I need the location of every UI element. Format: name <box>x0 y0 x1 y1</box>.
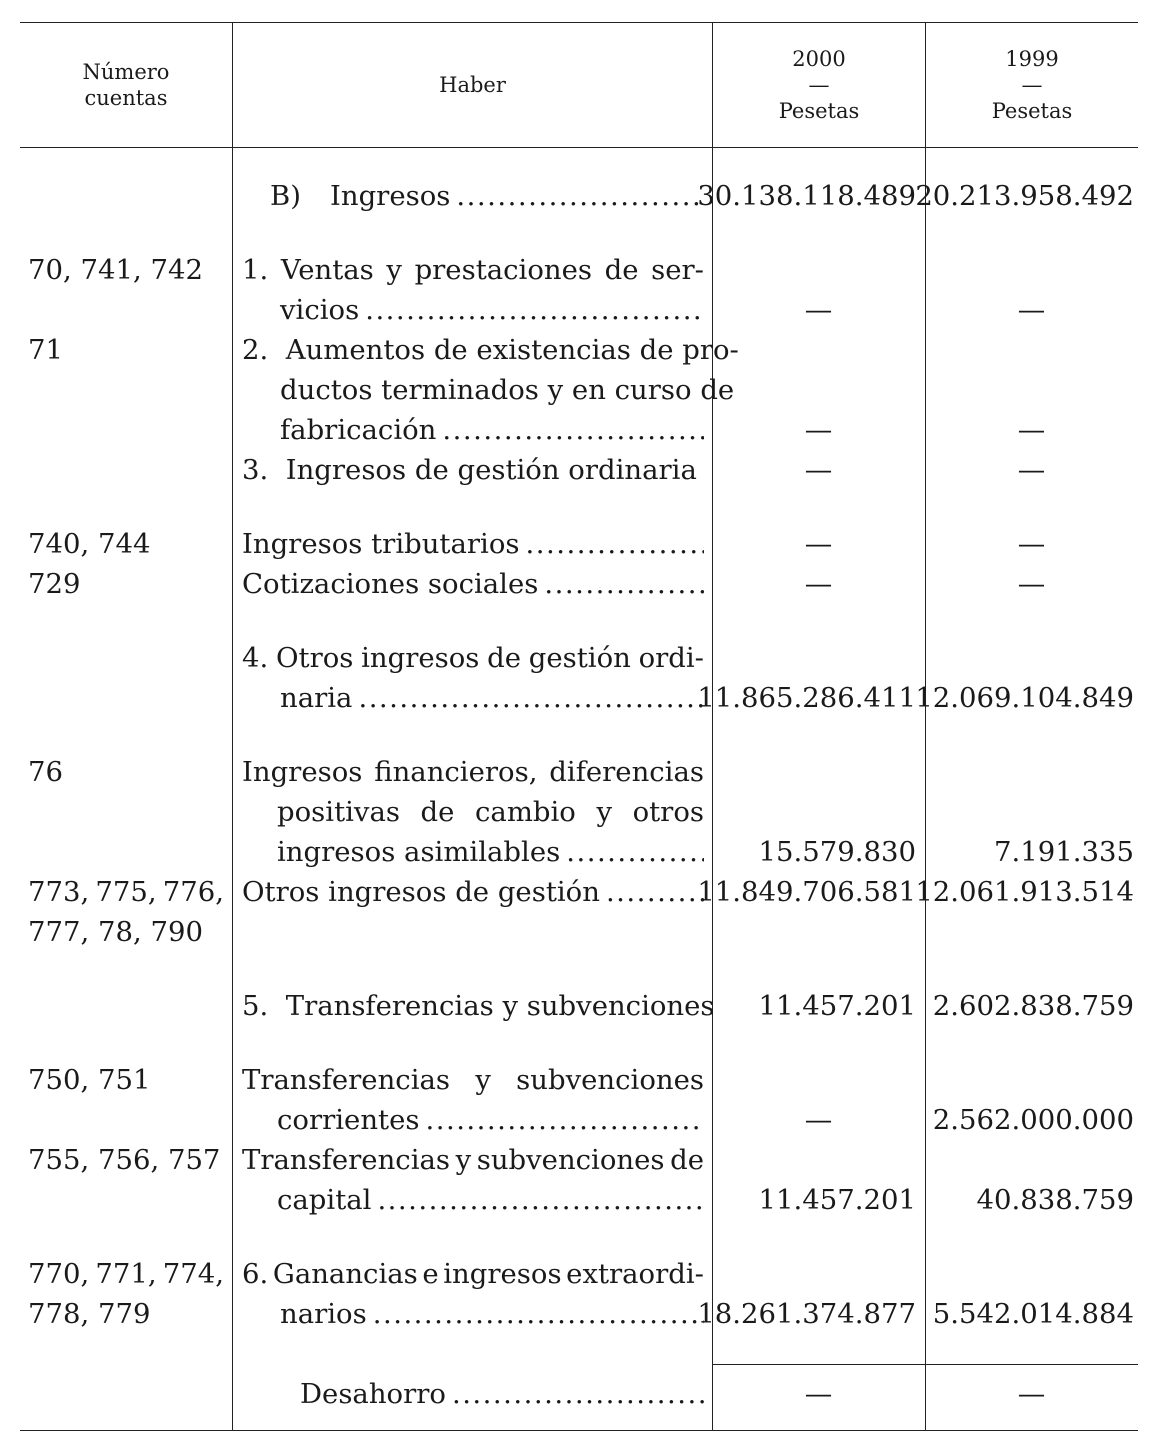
aumentos-label-cont: fabricación ..... <box>280 410 704 450</box>
header-haber: Haber <box>439 73 506 97</box>
ganancias-accounts-2: 778, 779 <box>28 1298 151 1330</box>
cotizaciones-accounts: 729 <box>28 568 81 600</box>
header-account-number: Número cuentas <box>82 60 170 110</box>
gestion-ordinaria-1999: — <box>1017 454 1046 486</box>
desahorro-2000: — <box>804 1378 833 1410</box>
financieros-2000: 15.579.830 <box>758 836 916 868</box>
ganancias-1999: 5.542.014.884 <box>932 1298 1134 1330</box>
header-rule <box>20 147 1138 148</box>
otros-gestion-accounts: 773, 775, 776, <box>28 876 224 908</box>
ingresos-2000: 30.138.118.489 <box>697 180 916 212</box>
top-rule <box>20 22 1138 23</box>
ganancias-accounts: 770, 771, 774, <box>28 1258 224 1290</box>
desahorro-1999: — <box>1017 1378 1046 1410</box>
cotizaciones-label: Cotizaciones sociales ..... <box>242 564 704 604</box>
otros-gestion-accounts-2: 777, 78, 790 <box>28 916 203 948</box>
ingresos-1999: 20.213.958.492 <box>915 180 1134 212</box>
ventas-label-cont: vicios ..... <box>280 290 704 330</box>
col-divider-3 <box>925 22 926 1430</box>
col-divider-1 <box>232 22 233 1430</box>
col-divider-2 <box>712 22 713 1430</box>
transf-corrientes-1999: 2.562.000.000 <box>932 1104 1134 1136</box>
ingresos-marker: B) <box>270 180 301 212</box>
tributarios-accounts: 740, 744 <box>28 528 151 560</box>
transf-corrientes-2000: — <box>804 1104 833 1136</box>
transf-capital-accounts: 755, 756, 757 <box>28 1144 221 1176</box>
transferencias-1999: 2.602.838.759 <box>932 990 1134 1022</box>
financieros-label-2: positivas de cambio y otros <box>277 796 704 828</box>
transf-corrientes-label-cont: corrientes ..... <box>277 1100 704 1140</box>
tributarios-label: Ingresos tributarios ..... <box>242 524 704 564</box>
ventas-label: 1. Ventas y prestaciones de ser- <box>242 254 704 286</box>
ventas-2000: — <box>804 294 833 326</box>
otros-gestion-label: Otros ingresos de gestión ..... <box>242 872 704 912</box>
cotizaciones-2000: — <box>804 568 833 600</box>
ganancias-label: 6. Ganancias e ingresos extraordi- <box>242 1258 704 1290</box>
transf-capital-label-cont: capital ..... <box>277 1180 704 1220</box>
transf-capital-1999: 40.838.759 <box>976 1184 1134 1216</box>
transf-capital-2000: 11.457.201 <box>758 1184 916 1216</box>
financieros-label-1: Ingresos financieros, diferencias <box>242 756 704 788</box>
otros-gestion-ordinaria-1999: 12.069.104.849 <box>915 682 1134 714</box>
tributarios-1999: — <box>1017 528 1046 560</box>
transf-capital-label: Transferencias y subvenciones de <box>242 1144 704 1176</box>
aumentos-label-2: ductos terminados y en curso de <box>280 374 735 406</box>
gestion-ordinaria-2000: — <box>804 454 833 486</box>
aumentos-1999: — <box>1017 414 1046 446</box>
otros-gestion-ordinaria-label-cont: naria ..... <box>280 678 704 718</box>
otros-gestion-2000: 11.849.706.581 <box>697 876 916 908</box>
otros-gestion-ordinaria-label: 4. Otros ingresos de gestión ordi- <box>242 642 704 674</box>
ventas-accounts: 70, 741, 742 <box>28 254 203 286</box>
otros-gestion-1999: 12.061.913.514 <box>915 876 1134 908</box>
tributarios-2000: — <box>804 528 833 560</box>
aumentos-2000: — <box>804 414 833 446</box>
transf-corrientes-accounts: 750, 751 <box>28 1064 151 1096</box>
financieros-1999: 7.191.335 <box>994 836 1134 868</box>
ganancias-2000: 18.261.374.877 <box>697 1298 916 1330</box>
aumentos-accounts: 71 <box>28 334 63 366</box>
header-year-1999: 1999 — Pesetas <box>991 47 1073 123</box>
ingresos-label: Ingresos ..... <box>330 176 704 216</box>
ventas-1999: — <box>1017 294 1046 326</box>
otros-gestion-ordinaria-2000: 11.865.286.411 <box>697 682 916 714</box>
financieros-accounts: 76 <box>28 756 63 788</box>
transferencias-2000: 11.457.201 <box>758 990 916 1022</box>
bottom-rule <box>20 1430 1138 1431</box>
financieros-label-cont: ingresos asimilables ..... <box>277 832 704 872</box>
transferencias-label: 5. Transferencias y subvenciones ..... <box>242 986 704 1026</box>
gestion-ordinaria-label: 3. Ingresos de gestión ordinaria ..... <box>242 450 704 490</box>
cotizaciones-1999: — <box>1017 568 1046 600</box>
desahorro-label: Desahorro ..... <box>300 1374 704 1414</box>
ganancias-label-cont: narios ..... <box>280 1294 704 1334</box>
aumentos-label-1: 2. Aumentos de existencias de pro- <box>242 334 739 366</box>
header-year-2000: 2000 — Pesetas <box>778 47 860 123</box>
transf-corrientes-label: Transferencias y subvenciones <box>242 1064 704 1096</box>
